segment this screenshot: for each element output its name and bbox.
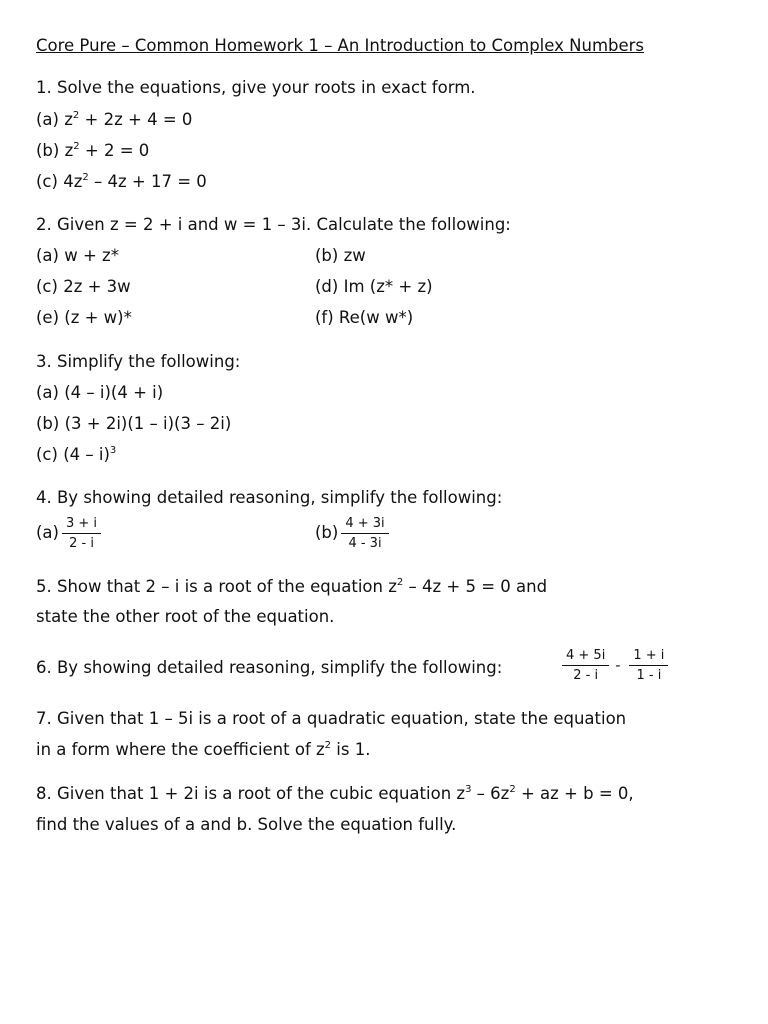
question-7-line-2 (36, 740, 370, 760)
question-5-line-1 (36, 577, 547, 597)
question-6-text: 6. By showing detailed reasoning, simplify the following: (36, 658, 503, 677)
q8-sup-2: 2 (509, 784, 516, 795)
q4a-label: (a) (36, 523, 59, 542)
q1b-sup: 2 (73, 141, 80, 152)
question-1a (36, 110, 192, 130)
q4b-denominator: 4 - 3i (348, 536, 382, 551)
q6-operator: - (615, 657, 621, 674)
q6-f2-numerator: 1 + i (629, 648, 668, 666)
q7-sup: 2 (324, 740, 332, 751)
question-3a: (a) (4 – i)(4 + i) (36, 383, 164, 402)
question-2a: (a) w + z* (36, 246, 119, 265)
question-6-expression (559, 648, 668, 683)
q7-pre: in a form where the coefficient of z (36, 740, 325, 759)
question-2b: (b) zw (315, 246, 366, 265)
question-1c (36, 172, 207, 192)
question-3c (36, 445, 116, 465)
question-2e: (e) (z + w)* (36, 308, 132, 327)
page-title: Core Pure – Common Homework 1 – An Introduction to Complex Numbers (36, 36, 645, 55)
question-8-line-2: find the values of a and b. Solve the equation fully. (36, 815, 457, 834)
q3c-pre: (c) (4 – i) (36, 445, 110, 464)
q6-f1-numerator: 4 + 5i (562, 648, 609, 666)
q5-sup: 2 (396, 577, 404, 588)
q8-part-c: + az + b = 0, (515, 784, 634, 803)
question-2-text: 2. Given z = 2 + i and w = 1 – 3i. Calculate the following: (36, 215, 511, 234)
q4a-numerator: 3 + i (62, 516, 101, 534)
q8-part-b: – 6z (471, 784, 510, 803)
question-4-text: 4. By showing detailed reasoning, simplify the following: (36, 488, 503, 507)
question-7-line-1: 7. Given that 1 – 5i is a root of a quadratic equation, state the equation (36, 709, 627, 728)
q6-f2-denominator: 1 - i (636, 668, 662, 683)
q1b-post: + 2 = 0 (79, 141, 150, 160)
q4b-fraction (341, 516, 388, 551)
question-2d: (d) Im (z* + z) (315, 277, 433, 296)
q5-post: – 4z + 5 = 0 and (403, 577, 548, 596)
question-4b (315, 516, 389, 551)
question-5-line-2: state the other root of the equation. (36, 607, 335, 626)
question-1-text: 1. Solve the equations, give your roots in exact form. (36, 78, 476, 97)
q1a-pre: (a) z (36, 110, 73, 129)
q1c-post: – 4z + 17 = 0 (88, 172, 207, 191)
question-2f: (f) Re(w w*) (315, 308, 414, 327)
question-3b: (b) (3 + 2i)(1 – i)(3 – 2i) (36, 414, 232, 433)
q1a-post: + 2z + 4 = 0 (79, 110, 193, 129)
question-4a (36, 516, 101, 551)
question-3-text: 3. Simplify the following: (36, 352, 241, 371)
q5-pre: 5. Show that 2 – i is a root of the equation z (36, 577, 397, 596)
q1a-sup: 2 (72, 110, 80, 121)
q6-fraction-2 (629, 648, 668, 683)
q7-post: is 1. (331, 740, 371, 759)
q4a-fraction (62, 516, 101, 551)
q6-f1-denominator: 2 - i (573, 668, 599, 683)
q4a-denominator: 2 - i (69, 536, 94, 551)
q1c-pre: (c) 4z (36, 172, 83, 191)
question-2c: (c) 2z + 3w (36, 277, 131, 296)
question-8-line-1 (36, 784, 634, 804)
q4b-numerator: 4 + 3i (341, 516, 388, 534)
q8-sup-1: 3 (465, 784, 472, 795)
q1c-sup: 2 (82, 172, 89, 183)
q6-fraction-1 (562, 648, 609, 683)
q1b-pre: (b) z (36, 141, 74, 160)
q4b-label: (b) (315, 523, 339, 542)
question-1b (36, 141, 149, 161)
q8-part-a: 8. Given that 1 + 2i is a root of the cubic equation z (36, 784, 466, 803)
q3c-sup: 3 (109, 445, 117, 456)
